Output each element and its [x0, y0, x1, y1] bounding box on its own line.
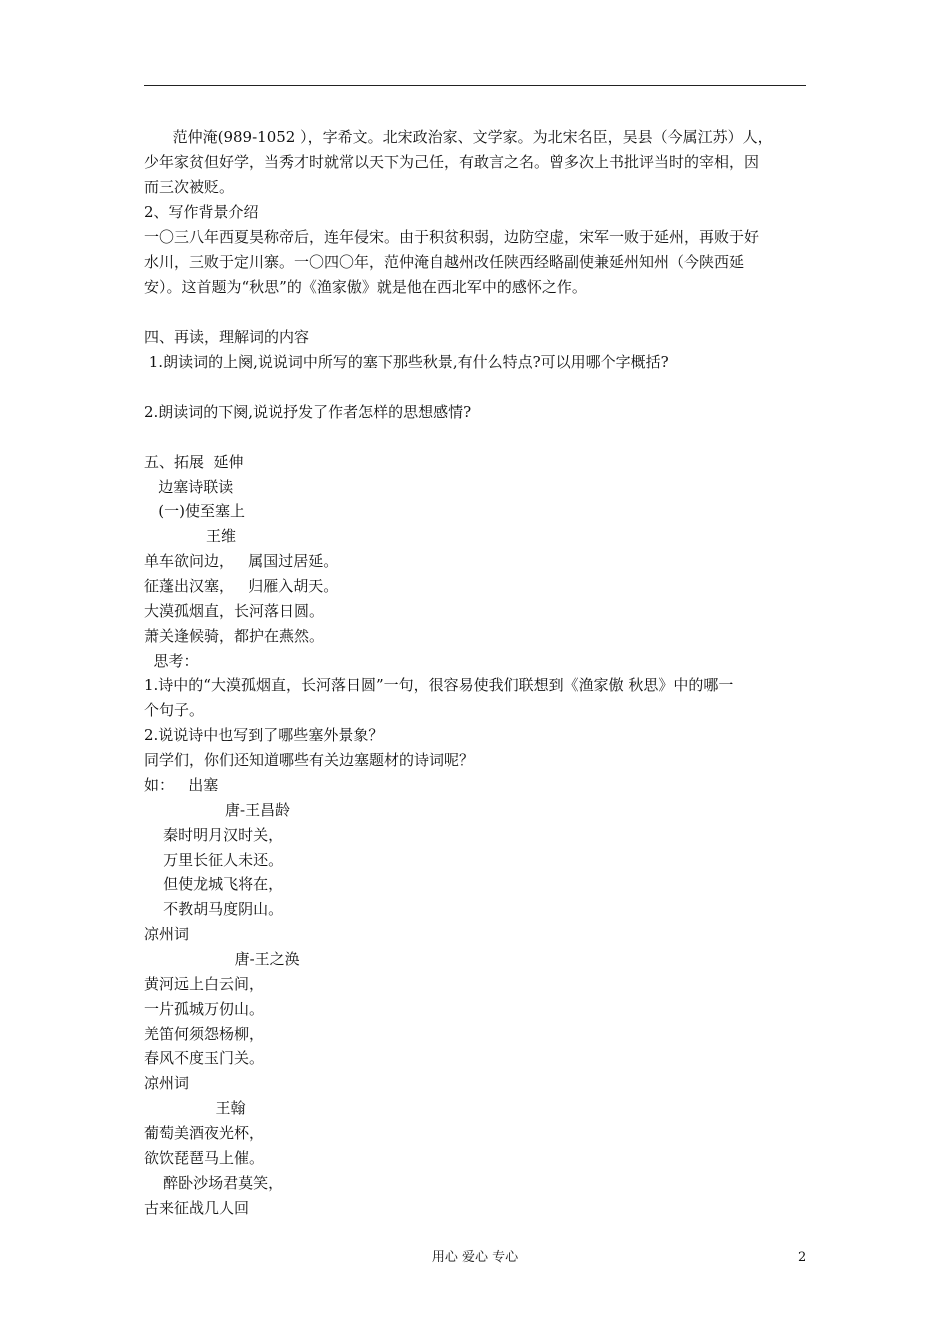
footer-text: 用心 爱心 专心 — [431, 1250, 519, 1265]
header-rule — [144, 85, 806, 86]
poem-2-line: 不教胡马度阴山。 — [144, 900, 284, 918]
think-question-1-line-1: 1.诗中的“大漠孤烟直，长河落日圆”一句，很容易使我们联想到《渔家傲 秋思》中的哪一 — [144, 676, 734, 694]
poem-4-title: 凉州词 — [144, 1074, 190, 1092]
poem-3-line: 羌笛何须怨杨柳， — [144, 1025, 265, 1043]
background-heading: 2、写作背景介绍 — [144, 203, 259, 221]
poem-2-line: 但使龙城飞将在， — [144, 875, 284, 893]
bio-line-1: 范仲淹(989-1052 ），字希文。北宋政治家、文学家。为北宋名臣，吴县（今属江苏）人， — [172, 128, 773, 146]
prompt-line: 同学们，你们还知道哪些有关边塞题材的诗词呢？ — [144, 751, 475, 769]
poem-1-line: 大漠孤烟直，长河落日圆。 — [144, 602, 325, 620]
poem-2-line: 秦时明月汉时关， — [144, 826, 284, 844]
sub-heading: 边塞诗联读 — [144, 478, 234, 496]
bio-line-3: 而三次被贬。 — [144, 178, 235, 196]
question-2: 2.朗读词的下阕,说说抒发了作者怎样的思想感情? — [144, 403, 472, 421]
poem-3-line: 春风不度玉门关。 — [144, 1049, 265, 1067]
poem-3-line: 一片孤城万仞山。 — [144, 1000, 265, 1018]
poem-4-line: 古来征战几人回 — [144, 1199, 250, 1217]
poem-4-line: 欲饮琵琶马上催。 — [144, 1149, 265, 1167]
think-question-2: 2.说说诗中也写到了哪些塞外景象？ — [144, 726, 384, 744]
poem-1-title: (一)使至塞上 — [144, 502, 246, 520]
background-line-3: 安）。这首题为“秋思”的《渔家傲》就是他在西北军中的感怀之作。 — [144, 278, 587, 296]
section-4-heading: 四、再读，理解词的内容 — [144, 328, 310, 346]
poem-1-line: 征蓬出汉塞， 归雁入胡天。 — [144, 577, 339, 595]
page-number: 2 — [798, 1250, 807, 1265]
think-label: 思考： — [144, 652, 199, 670]
bio-line-2: 少年家贫但好学，当秀才时就常以天下为己任，有敢言之名。曾多次上书批评当时的宰相，因 — [144, 153, 760, 171]
poem-2-author: 唐-王昌龄 — [144, 801, 291, 819]
example-line: 如： 出塞 — [144, 776, 219, 794]
poem-1-line: 萧关逢候骑，都护在燕然。 — [144, 627, 325, 645]
think-question-1-line-2: 个句子。 — [144, 701, 205, 719]
section-5-heading: 五、拓展 延伸 — [144, 453, 244, 471]
poem-1-author: 王维 — [144, 527, 236, 545]
background-line-1: 一〇三八年西夏昊称帝后，连年侵宋。由于积贫积弱，边防空虚，宋军一败于延州，再败于好 — [144, 228, 760, 246]
poem-4-author: 王翰 — [144, 1099, 246, 1117]
poem-1-line: 单车欲问边， 属国过居延。 — [144, 552, 339, 570]
poem-3-title: 凉州词 — [144, 925, 190, 943]
background-line-2: 水川，三败于定川寨。一〇四〇年，范仲淹自越州改任陕西经略副使兼延州知州（今陕西延 — [144, 253, 745, 271]
poem-3-line: 黄河远上白云间， — [144, 975, 265, 993]
poem-4-line: 醉卧沙场君莫笑， — [144, 1174, 284, 1192]
poem-4-line: 葡萄美酒夜光杯， — [144, 1124, 265, 1142]
poem-2-line: 万里长征人未还。 — [144, 851, 284, 869]
question-1: 1.朗读词的上阕,说说词中所写的塞下那些秋景,有什么特点?可以用哪个字概括? — [144, 353, 669, 371]
poem-3-author: 唐-王之涣 — [144, 950, 300, 968]
